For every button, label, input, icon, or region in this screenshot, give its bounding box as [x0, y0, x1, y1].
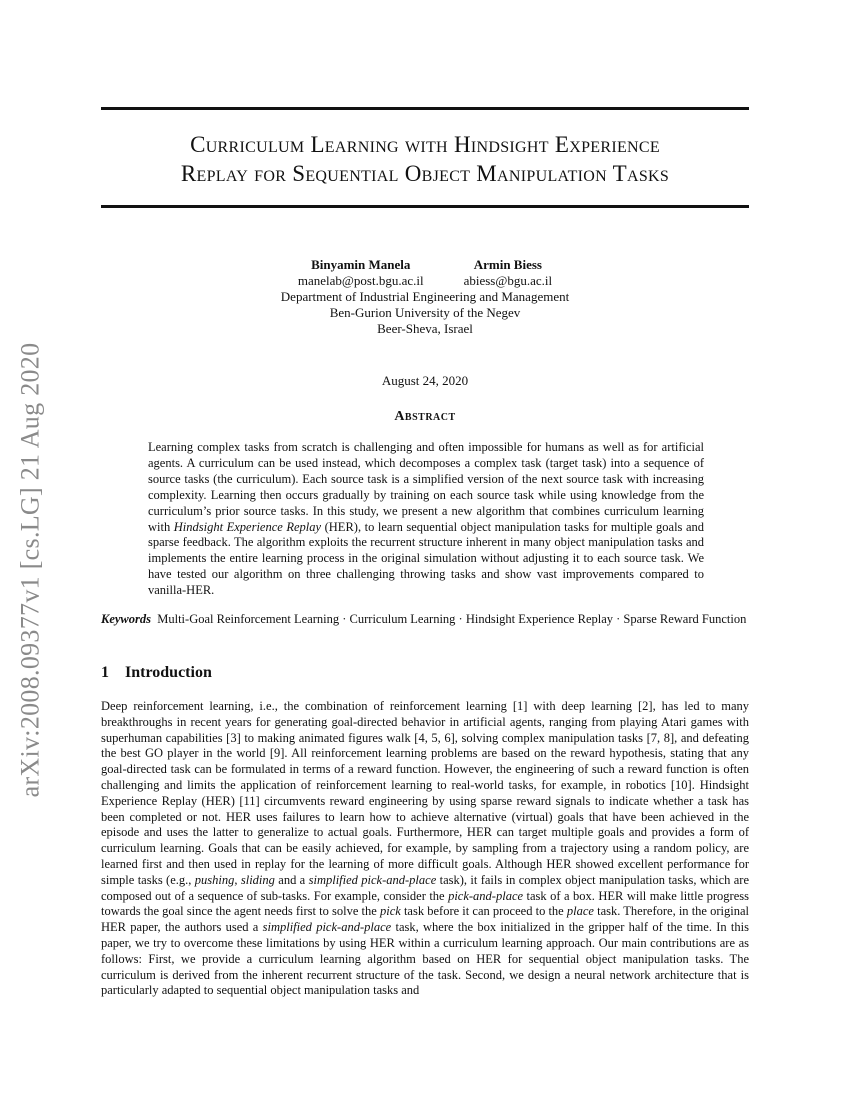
abstract-italic-her: Hindsight Experience Replay — [173, 519, 322, 534]
title-rule-bottom — [101, 205, 749, 208]
author-row — [230, 257, 620, 289]
author-name: Armin Biess — [473, 257, 542, 272]
section-number: 1 — [101, 664, 109, 681]
intro-italic: sliding — [240, 872, 275, 887]
affiliation-university: Ben-Gurion University of the Negev — [329, 305, 521, 320]
intro-italic: pick-and-place — [448, 888, 524, 903]
introduction-paragraph — [101, 699, 749, 999]
title-rule-top — [101, 107, 749, 110]
intro-text: and a — [274, 872, 309, 887]
author-email[interactable]: manelab@post.bgu.ac.il — [297, 273, 424, 288]
intro-italic: simplified pick-and-place — [262, 920, 392, 935]
intro-text: task, where the box initialized in the gripper half of the time. In this paper, we try to overcome these limitations by using HER within a curriculum learning approach. Our main contributions are as follows: First, we provide a curriculum learning algorithm based on HER for sequential object manipulation tasks. The curriculum is derived from the inherent recurrent structure of the task. Second, we design a neural network architecture that is particularly adapted to sequential object manipulation tasks and — [101, 920, 749, 998]
intro-italic: pick — [379, 904, 401, 919]
keywords-label: Keywords — [101, 612, 151, 626]
author-1 — [298, 257, 424, 289]
author-name: Binyamin Manela — [311, 257, 411, 272]
intro-text: task of a box. HER will make little progress towards the goal since the agent needs first to solve the — [101, 888, 749, 919]
abstract-body — [148, 440, 704, 599]
intro-italic: pushing — [194, 872, 235, 887]
paper-date: August 24, 2020 — [381, 373, 469, 388]
affiliation-location: Beer-Sheva, Israel — [377, 321, 473, 336]
arxiv-identifier[interactable]: arXiv:2008.09377v1 [cs.LG] 21 Aug 2020 — [15, 342, 45, 798]
abstract-heading: Abstract — [394, 409, 456, 424]
affiliation-department: Department of Industrial Engineering and Management — [280, 289, 570, 304]
intro-text: task before it can proceed to the — [400, 904, 567, 919]
intro-text: task), it fails in complex object manipulation tasks, which are composed out of a sequence of sub-tasks. For example, consider the — [101, 872, 749, 903]
intro-text: Deep reinforcement learning, i.e., the combination of reinforcement learning [1] with deep learning [2], has led to many breakthroughs in recent years for generating goal-directed behavior in artificial agents, ranging from playing Atari games with superhuman capabilities [3] to making animated figures walk [4, 5, 6], solving complex manipulation tasks [7, 8], and defeating the best GO player in the world [9]. All reinforcement learning problems are based on the reward hypothesis, stating that any goal-directed task can be formulated in terms of a reward function. However, the engineering of such a reward function is often challenging and limits the application of reinforcement learning to real-world tasks, for example, in robotics [10]. Hindsight Experience Replay (HER) [11] circumvents reward engineering by using sparse reward signals to indicate whether a task has been completed or not. HER uses failures to learn how to achieve alternative (virtual) goals that have been achieved in the episode and uses the latter to generalize to actual goals. Furthermore, HER can target multiple goals and provides a form of curriculum learning. Goals that can be easily achieved, for example, by sampling from a trajectory using a random policy, are learned first and then used in replay for the learning of more difficult goals. Although HER showed excellent performance for simple tasks (e.g., — [101, 699, 749, 887]
intro-italic: simplified pick-and-place — [308, 872, 437, 887]
section-heading-introduction — [101, 664, 749, 682]
arxiv-sidebar — [8, 290, 52, 850]
keywords — [101, 611, 749, 627]
title-line-2: Replay for Sequential Object Manipulation Tasks — [180, 161, 670, 186]
author-email[interactable]: abiess@bgu.ac.il — [463, 273, 553, 288]
section-title: Introduction — [125, 664, 212, 681]
author-block — [230, 257, 620, 337]
intro-italic: place — [566, 904, 594, 919]
author-2 — [464, 257, 553, 289]
paper-title — [101, 130, 749, 188]
abstract-text-start: Learning complex tasks from scratch is challenging and often impossible for humans as well as for artificial agents. A curriculum can be used instead, which decomposes a complex task (target task) into a sequence of source tasks (the curriculum). Each source task is a simplified version of the next source task with increasing complexity. Learning then occurs gradually by training on each source task while using knowledge from the curriculum’s prior source tasks. In this study, we present a new algorithm that combines curriculum learning with — [148, 440, 704, 534]
title-line-1: Curriculum Learning with Hindsight Experience — [190, 132, 660, 157]
keywords-text: Multi-Goal Reinforcement Learning · Curriculum Learning · Hindsight Experience Replay · Sparse Reward Function — [157, 612, 747, 626]
abstract-text-end: (HER), to learn sequential object manipulation tasks for multiple goals and sparse feedback. The algorithm exploits the recurrent structure inherent in many object manipulation tasks and implements the entire learning process in the original simulation without adjusting it to each source task. We have tested our algorithm on three challenging throwing tasks and show vast improvements compared to vanilla-HER. — [148, 519, 704, 598]
introduction-body — [101, 699, 749, 999]
intro-text: , — [234, 872, 241, 887]
intro-text: task. Therefore, in the original HER paper, the authors used a — [101, 904, 749, 935]
